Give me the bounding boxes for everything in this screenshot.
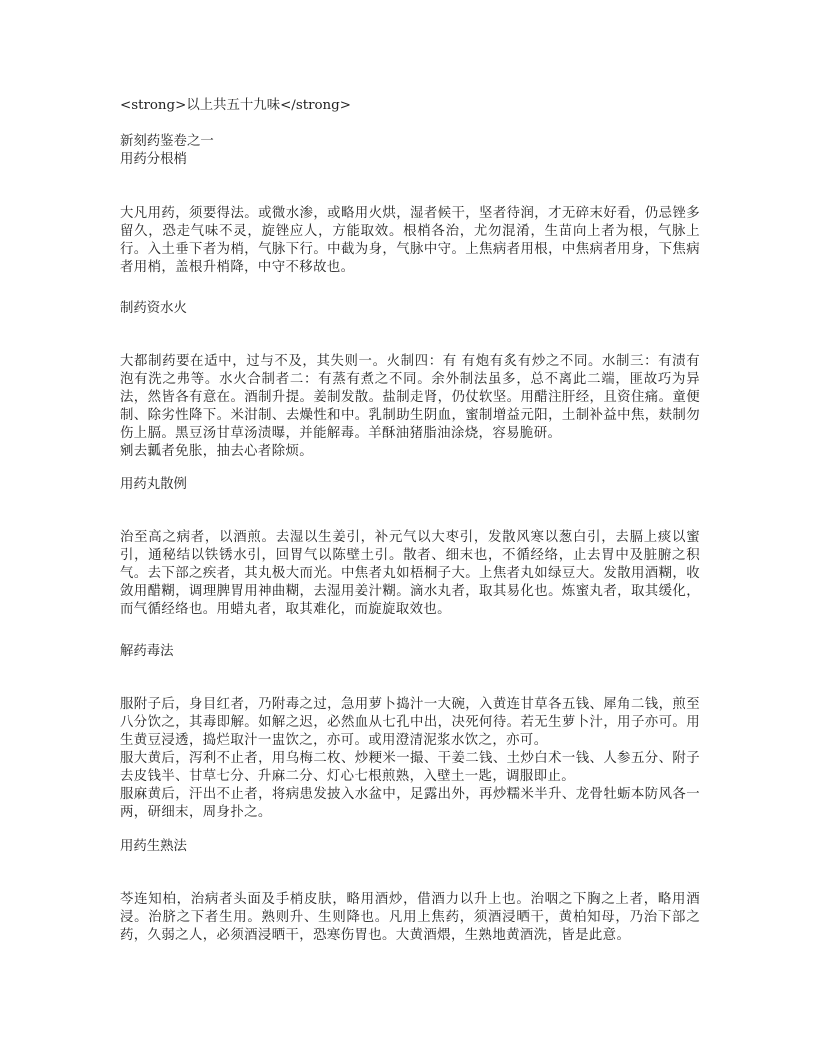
summary-line	[120, 97, 700, 115]
section-body-raw-cooked	[120, 891, 700, 945]
paragraph: 芩连知柏，治病者头面及手梢皮肤，略用酒炒，借酒力以升上也。治咽之下胸之上者，略用酒浸。治脐之下者生用。熟则升、生则降也。凡用上焦药，须酒浸晒干，黄柏知母，乃治下部之药，久弱之人，必须酒浸晒干，恐寒伤胃也。大黄酒煨，生熟地黄酒洗，皆是此意。	[120, 892, 700, 943]
paragraph: 剜去瓤者免胀，抽去心者除烦。	[120, 444, 314, 459]
paragraph: 服附子后，身目红者，乃附毒之过，急用萝卜捣汁一大碗，入黄连甘草各五钱、犀角二钱，煎至八分饮之，其毒即解。如解之迟，必然血从七孔中出，决死何待。若无生萝卜汁，用子亦可。用生黄豆浸透，捣烂取汁一盅饮之，亦可。或用澄清泥浆水饮之，亦可。	[120, 697, 700, 748]
paragraph: 大凡用药，须要得法。或微水渗，或略用火烘，湿者候干，坚者待润，才无碎末好看，仍忌锉多留久，恐走气味不灵，旋锉应人，方能取效。根梢各治，尤勿混淆，生苗向上者为根，气脉上行。入土垂下者为梢，气脉下行。中截为身，气脉中守。上焦病者用根，中焦病者用身，下焦病者用梢，盖根升梢降，中守不移故也。	[120, 206, 700, 275]
section-heading: 用药丸散例	[120, 477, 187, 492]
section-body-processing	[120, 353, 700, 461]
volume-title	[120, 133, 700, 169]
section-title-root-tip: 用药分根梢	[120, 152, 187, 167]
section-title-raw-cooked	[120, 838, 700, 856]
paragraph: 治至高之病者，以酒煎。去湿以生姜引，补元气以大枣引，发散风寒以葱白引，去膈上痰以蜜引，通秘结以铁锈水引，回胃气以陈壁土引。散者、细末也，不循经络，止去胃中及脏腑之积气。去下部之疾者，其丸极大而光。中焦者丸如梧桐子大。上焦者丸如绿豆大。发散用酒糊，收敛用醋糊，调理脾胃用神曲糊，去湿用姜汁糊。滴水丸者，取其易化也。炼蜜丸者，取其缓化，而气循经络也。用蜡丸者，取其难化，而旋旋取效也。	[120, 530, 700, 617]
section-title-processing	[120, 300, 700, 318]
section-heading: 解药毒法	[120, 644, 174, 659]
section-heading: 用药生熟法	[120, 839, 187, 854]
section-body-antidote	[120, 696, 700, 822]
volume-title-text: 新刻药鉴卷之一	[120, 134, 214, 149]
paragraph: 服麻黄后，汗出不止者，将病患发披入水盆中，足露出外，再炒糯米半升、龙骨牡蛎本防风各一两，研细末，周身扑之。	[120, 787, 700, 820]
summary-text: <strong>以上共五十九味</strong>	[120, 98, 351, 113]
section-heading: 制药资水火	[120, 301, 187, 316]
paragraph: 服大黄后，泻利不止者，用乌梅二枚、炒粳米一撮、干姜二钱、土炒白术一钱、人参五分、附子去皮钱半、甘草七分、升麻二分、灯心七根煎熟，入壁土一匙，调服即止。	[120, 751, 700, 784]
section-body-root-tip	[120, 205, 700, 277]
paragraph: 大都制药要在适中，过与不及，其失则一。火制四：有 有炮有炙有炒之不同。水制三：有渍有泡有洗之弗等。水火合制者二：有蒸有煮之不同。余外制法虽多，总不离此二端，匪故巧为异法，然皆各有意在。酒制升提。姜制发散。盐制走肾，仍仗软坚。用醋注肝经，且资住痛。童便制、除劣性降下。米泔制、去燥性和中。乳制助生阴血，蜜制增益元阳，土制补益中焦，麸制勿伤上膈。黑豆汤甘草汤渍曝，并能解毒。羊酥油猪脂油涂烧，容易脆研。	[120, 354, 700, 441]
section-title-pills-powders	[120, 476, 700, 494]
section-title-antidote	[120, 643, 700, 661]
section-body-pills-powders	[120, 529, 700, 619]
